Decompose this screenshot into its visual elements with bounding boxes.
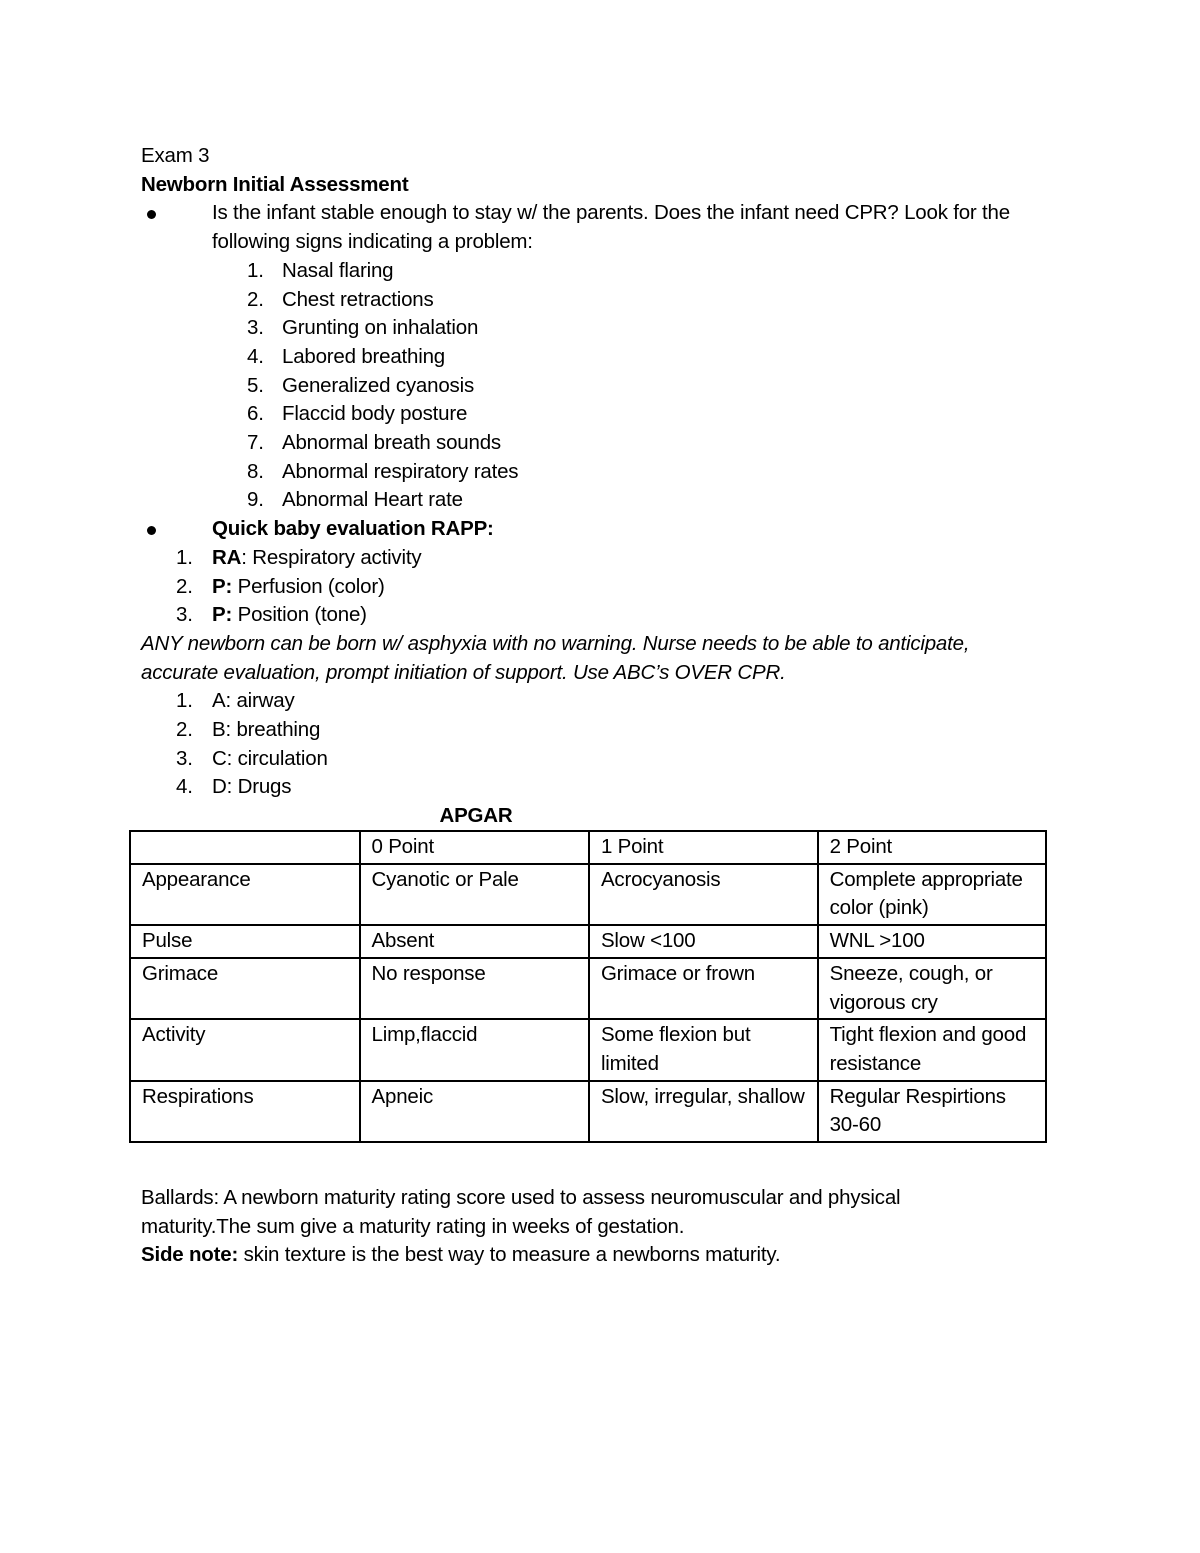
bullet-icon [147,526,156,535]
list-item: 4. Labored breathing [247,344,446,368]
list-item: 3. Grunting on inhalation [247,316,479,340]
table-cell: Appearance [130,864,360,925]
signs-list [141,257,1051,515]
bullet-text: Quick baby evaluation RAPP: [212,517,494,541]
table-cell: Complete appropriate color (pink) [818,864,1046,925]
table-cell: Acrocyanosis [589,864,818,925]
abcd-list [141,687,1051,802]
bullet-rapp [141,515,1051,544]
section-heading: Newborn Initial Assessment [141,172,409,196]
table-header-row [130,831,1046,864]
table-cell: Grimace or frown [589,958,818,1019]
table-header-cell [130,831,360,864]
table-cell: No response [360,958,589,1019]
list-item: 4. D: Drugs [176,775,292,799]
table-header-cell: 2 Point [818,831,1046,864]
table-cell: Sneeze, cough, or vigorous cry [818,958,1046,1019]
list-item: 1. RA: Respiratory activity [176,545,422,569]
list-item: 9. Abnormal Heart rate [247,488,463,512]
bullet-stability [141,199,1051,256]
table-header-cell: 0 Point [360,831,589,864]
side-note [141,1241,1041,1270]
table-cell: Regular Respirtions 30-60 [818,1081,1046,1142]
italic-note-line: accurate evaluation, prompt initiation of support. Use ABC’s OVER CPR. [141,660,786,684]
table-cell: Limp,flaccid [360,1019,589,1080]
list-item: 2. P: Perfusion (color) [176,574,385,598]
list-item: 3. C: circulation [176,746,328,770]
table-title: APGAR [439,804,513,828]
table-cell: Absent [360,925,589,958]
list-item: 1. Nasal flaring [247,258,394,282]
table-row [130,925,1046,958]
table-row [130,1081,1046,1142]
table-cell: Grimace [130,958,360,1019]
list-item: 2. Chest retractions [247,287,434,311]
ballards-line: maturity.The sum give a maturity rating in weeks of gestation. [141,1214,685,1238]
table-header-cell: 1 Point [589,831,818,864]
table-cell: Pulse [130,925,360,958]
ballards-section [141,1184,1041,1270]
table-cell: Activity [130,1019,360,1080]
rapp-list [141,544,1051,630]
table-cell: Some flexion but limited [589,1019,818,1080]
italic-note-line: ANY newborn can be born w/ asphyxia with no warning. Nurse needs to be able to anticipate, [141,631,970,655]
table-cell: Tight flexion and good resistance [818,1019,1046,1080]
table-row [130,864,1046,925]
list-item: 7. Abnormal breath sounds [247,431,501,455]
doc-title: Exam 3 [141,144,210,167]
list-item: 5. Generalized cyanosis [247,373,474,397]
document-body [141,142,1051,831]
list-item: 6. Flaccid body posture [247,402,468,426]
list-item: 3. P: Position (tone) [176,603,367,627]
apgar-table [129,830,1047,1143]
table-row [130,1019,1046,1080]
table-cell: Apneic [360,1081,589,1142]
table-cell: Slow, irregular, shallow [589,1081,818,1142]
bullet-text: Is the infant stable enough to stay w/ the parents. Does the infant need CPR? Look for the following signs indicating a problem: [212,201,1010,254]
table-cell: Respirations [130,1081,360,1142]
list-item: 8. Abnormal respiratory rates [247,459,519,483]
table-cell: Cyanotic or Pale [360,864,589,925]
ballards-line: Ballards: A newborn maturity rating score used to assess neuromuscular and physical [141,1186,901,1209]
table-cell: Slow <100 [589,925,818,958]
list-item: 1. A: airway [176,689,295,713]
table-cell: WNL >100 [818,925,1046,958]
table-row [130,958,1046,1019]
side-note-text: skin texture is the best way to measure a newborns maturity. [238,1243,781,1267]
list-item: 2. B: breathing [176,718,321,742]
bullet-icon [147,210,156,219]
side-note-label: Side note: [141,1243,239,1267]
